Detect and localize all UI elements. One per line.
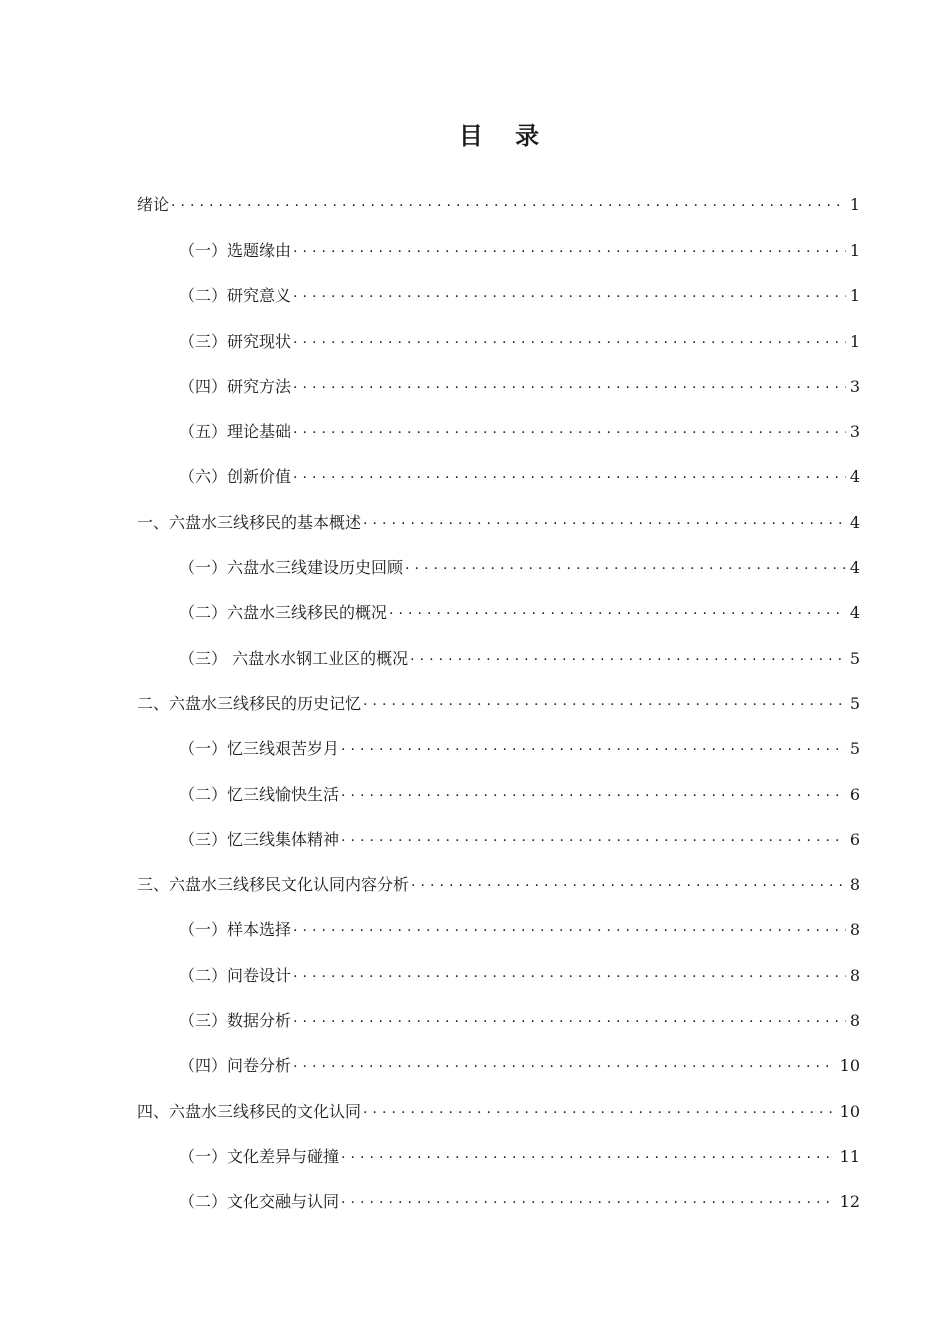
- toc-dot-leader: [293, 236, 846, 256]
- toc-entry-label: （三）忆三线集体精神: [179, 829, 340, 849]
- toc-entry-label: （三）研究现状: [179, 331, 292, 351]
- toc-entry[interactable]: [137, 1097, 860, 1142]
- toc-page-number: 3: [849, 422, 860, 442]
- toc-page-number: 8: [849, 920, 860, 940]
- toc-page-number: 8: [849, 875, 860, 895]
- toc-entry[interactable]: [137, 780, 860, 825]
- toc-entry-label: （一）忆三线艰苦岁月: [179, 739, 340, 759]
- toc-dot-leader: [293, 961, 846, 981]
- toc-entry-label: （二）文化交融与认同: [179, 1192, 340, 1212]
- toc-dot-leader: [411, 870, 846, 890]
- toc-entry-label: （一）选题缘由: [179, 241, 292, 260]
- toc-dot-leader: [293, 1051, 836, 1071]
- toc-page-number: 10: [839, 1101, 860, 1121]
- toc-dot-leader: [341, 1187, 836, 1207]
- toc-page-number: 10: [839, 1056, 860, 1076]
- toc-page-number: 1: [849, 241, 860, 260]
- toc-page-number: 5: [849, 693, 860, 713]
- toc-entry[interactable]: [137, 1142, 860, 1187]
- toc-entry[interactable]: [137, 508, 860, 553]
- toc-entry-label: （二）六盘水三线移民的概况: [179, 603, 388, 623]
- toc-entry[interactable]: [137, 689, 860, 734]
- toc-entry[interactable]: [137, 1006, 860, 1051]
- toc-dot-leader: [410, 644, 846, 664]
- toc-entry[interactable]: [137, 915, 860, 960]
- toc-page-number: 8: [849, 1011, 860, 1031]
- toc-page-number: 4: [849, 558, 860, 578]
- toc-entry-label: （三）数据分析: [179, 1011, 292, 1031]
- toc-entry-label: 二、六盘水三线移民的历史记忆: [137, 693, 362, 713]
- toc-entry-label: （四）问卷分析: [179, 1056, 292, 1076]
- toc-dot-leader: [293, 1006, 846, 1026]
- toc-entry[interactable]: [137, 825, 860, 870]
- toc-entry-label: （一）文化差异与碰撞: [179, 1146, 340, 1166]
- toc-page-number: 11: [839, 1146, 860, 1166]
- toc-page-number: 1: [849, 286, 860, 306]
- toc-entry[interactable]: [137, 372, 860, 417]
- toc-entry[interactable]: [137, 553, 860, 598]
- toc-entry-label: （一）样本选择: [179, 920, 292, 940]
- toc-entry[interactable]: [137, 417, 860, 462]
- toc-page-number: 8: [849, 965, 860, 985]
- toc-dot-leader: [341, 1142, 836, 1162]
- toc-entry[interactable]: [137, 961, 860, 1006]
- toc-entry[interactable]: [137, 734, 860, 779]
- toc-dot-leader: [363, 1097, 836, 1117]
- toc-entry[interactable]: [137, 462, 860, 507]
- toc-page-number: 4: [849, 603, 860, 623]
- toc-dot-leader: [341, 780, 846, 800]
- toc-entry[interactable]: [137, 281, 860, 326]
- toc-entry[interactable]: [137, 644, 860, 689]
- toc-dot-leader: [405, 553, 846, 573]
- toc-dot-leader: [293, 281, 846, 301]
- toc-page-number: 1: [849, 195, 860, 214]
- toc-dot-leader: [363, 508, 846, 528]
- toc-dot-leader: [171, 190, 846, 210]
- toc-entry-label: （三） 六盘水水钢工业区的概况: [179, 648, 409, 668]
- table-of-contents: [137, 190, 860, 1233]
- toc-page-number: 4: [849, 467, 860, 487]
- toc-entry-label: 一、六盘水三线移民的基本概述: [137, 512, 362, 532]
- toc-dot-leader: [341, 825, 846, 845]
- toc-entry-label: （二）研究意义: [179, 286, 292, 306]
- toc-entry[interactable]: [137, 1051, 860, 1096]
- toc-entry[interactable]: [137, 236, 860, 281]
- toc-page-number: 5: [849, 648, 860, 668]
- toc-page-number: 12: [839, 1192, 860, 1212]
- toc-entry[interactable]: [137, 598, 860, 643]
- toc-entry-label: 绪论: [137, 195, 170, 214]
- toc-entry-label: 三、六盘水三线移民文化认同内容分析: [137, 875, 410, 895]
- toc-page-number: 6: [849, 784, 860, 804]
- toc-entry[interactable]: [137, 1187, 860, 1232]
- toc-entry[interactable]: [137, 327, 860, 372]
- toc-entry-label: （一）六盘水三线建设历史回顾: [179, 558, 404, 578]
- toc-entry-label: （五）理论基础: [179, 422, 292, 442]
- toc-dot-leader: [293, 915, 846, 935]
- toc-dot-leader: [341, 734, 846, 754]
- toc-entry[interactable]: [137, 870, 860, 915]
- toc-dot-leader: [293, 417, 846, 437]
- toc-title: 目 录: [458, 122, 552, 150]
- toc-page-number: 6: [849, 829, 860, 849]
- toc-entry-label: （四）研究方法: [179, 376, 292, 396]
- toc-entry-label: （二）问卷设计: [179, 965, 292, 985]
- toc-dot-leader: [363, 689, 846, 709]
- toc-page-number: 3: [849, 376, 860, 396]
- toc-entry[interactable]: [137, 190, 860, 236]
- toc-entry-label: 四、六盘水三线移民的文化认同: [137, 1101, 362, 1121]
- toc-dot-leader: [293, 462, 846, 482]
- toc-page-number: 4: [849, 512, 860, 532]
- toc-dot-leader: [389, 598, 846, 618]
- toc-dot-leader: [293, 372, 846, 392]
- toc-dot-leader: [293, 327, 846, 347]
- toc-entry-label: （六）创新价值: [179, 467, 292, 487]
- toc-entry-label: （二）忆三线愉快生活: [179, 784, 340, 804]
- toc-page-number: 5: [849, 739, 860, 759]
- toc-page-number: 1: [849, 331, 860, 351]
